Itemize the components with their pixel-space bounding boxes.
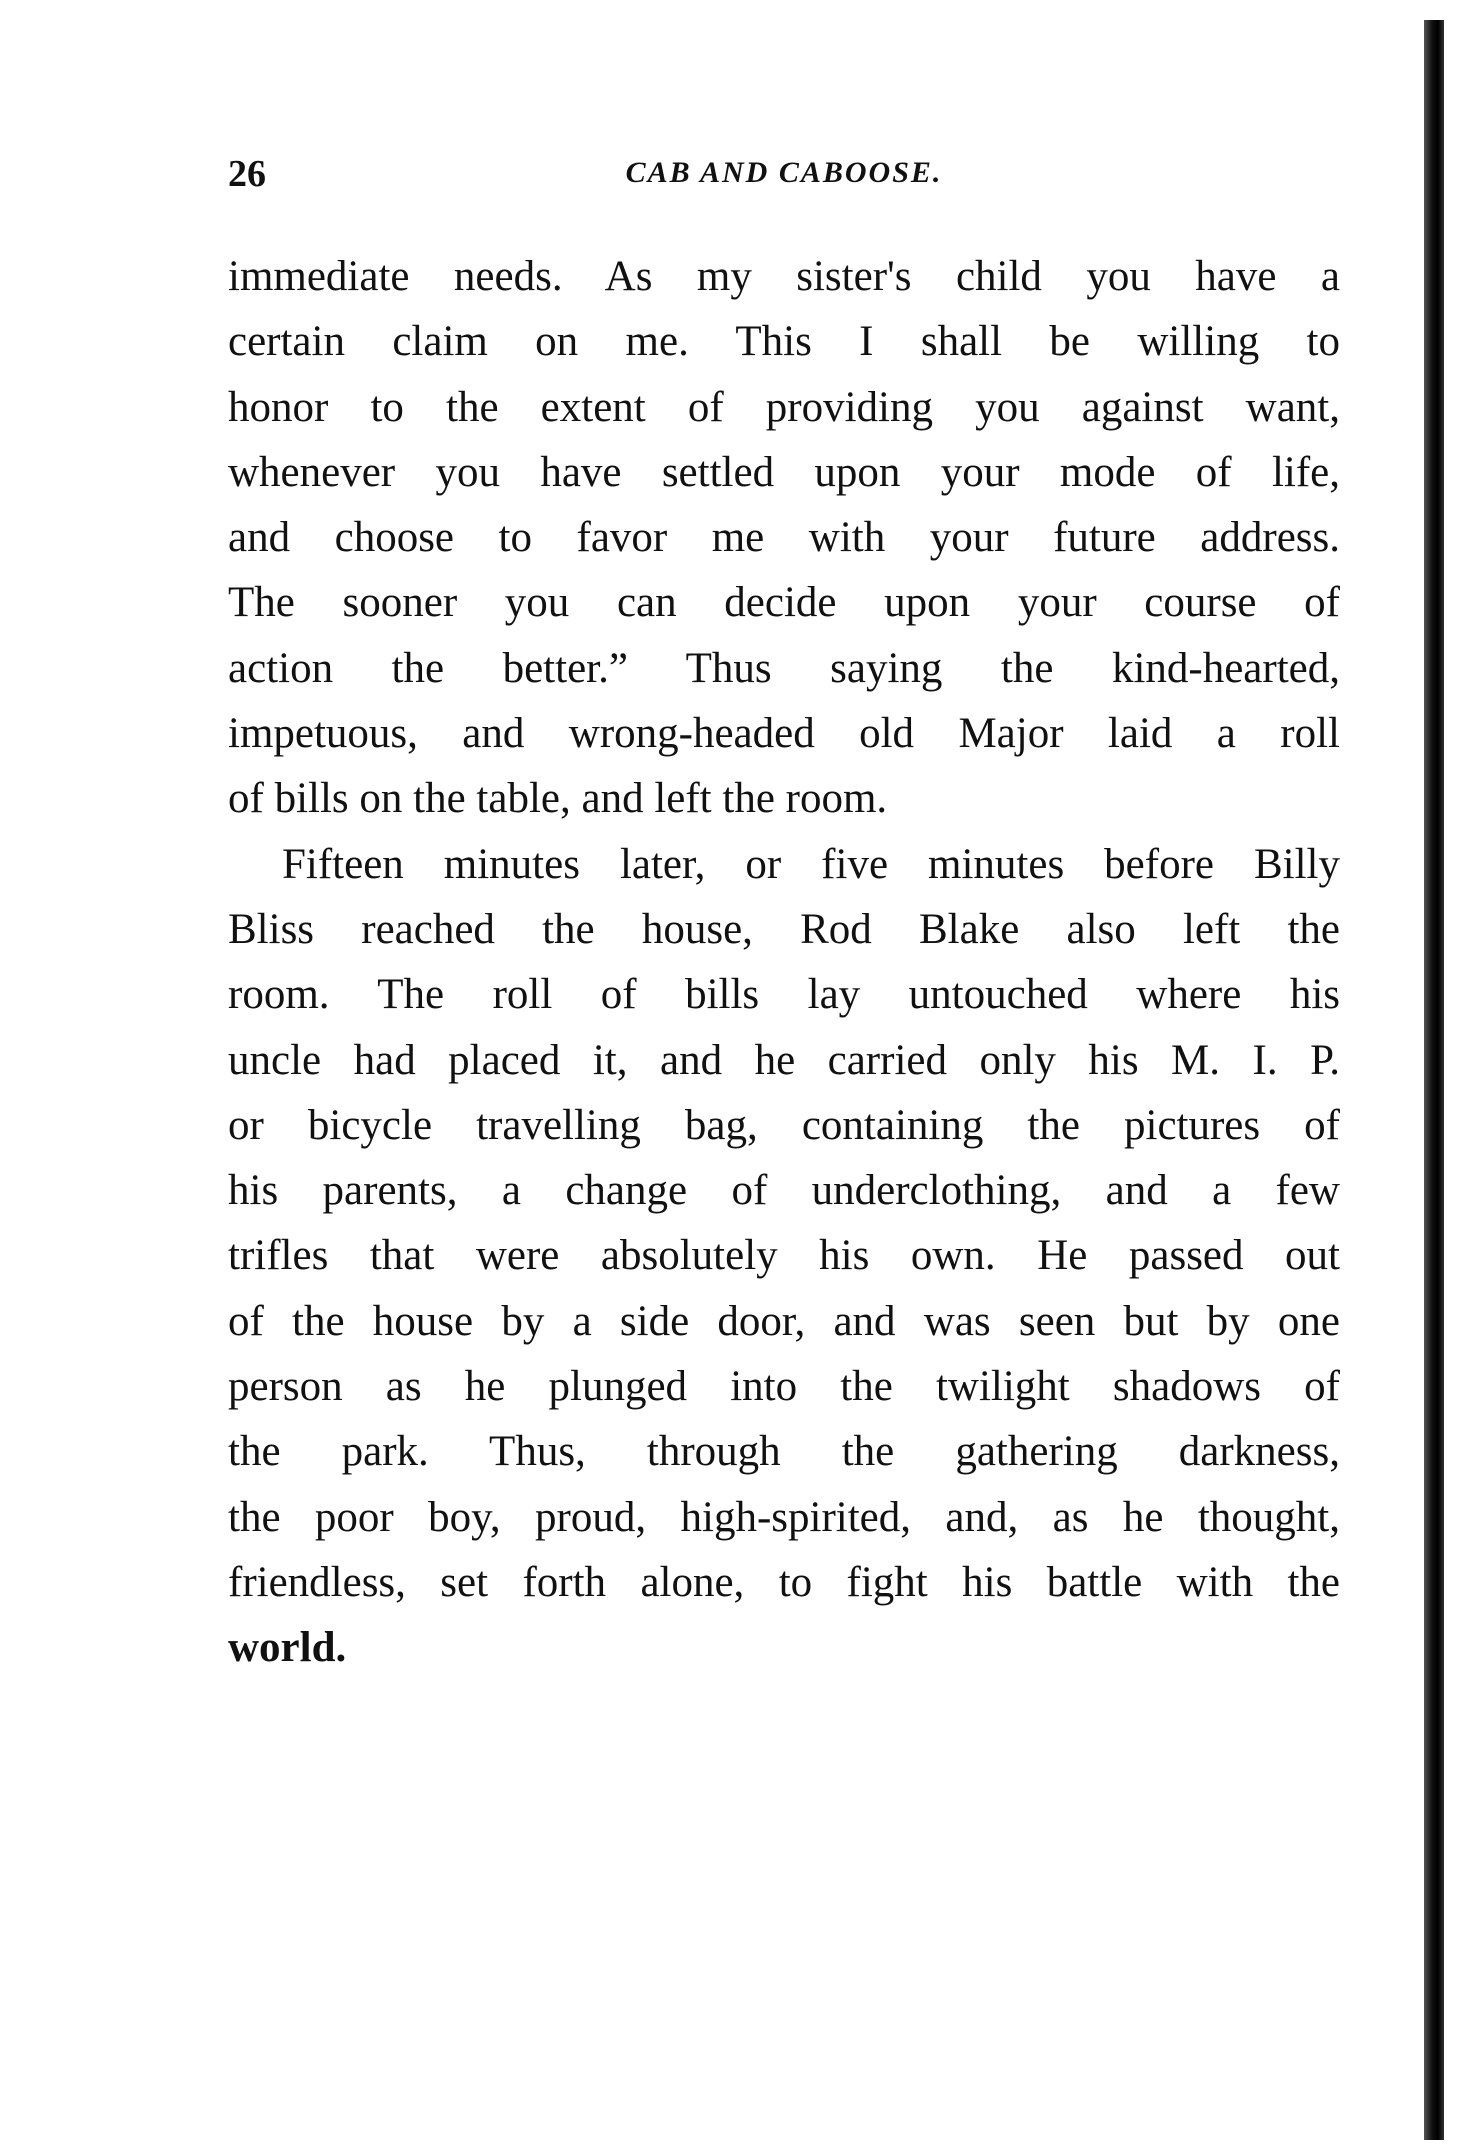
text-line: uncle had placed it, and he carried only his M. I. P.	[228, 1036, 1340, 1084]
page-edge-shadow	[1424, 20, 1444, 2140]
text-line: of bills on the table, and left the room.	[228, 775, 888, 823]
text-line: world.	[228, 1624, 347, 1672]
text-line: and choose to favor me with your future address.	[228, 514, 1340, 562]
text-line: room. The roll of bills lay untouched where his	[228, 971, 1340, 1019]
text-line: honor to the extent of providing you against want,	[228, 383, 1340, 431]
text-line: or bicycle travelling bag, containing the pictures of	[228, 1101, 1340, 1149]
text-line: Bliss reached the house, Rod Blake also left the	[228, 905, 1340, 953]
text-line: immediate needs. As my sister's child you have a	[228, 253, 1340, 300]
text-line: person as he plunged into the twilight shadows of	[228, 1363, 1340, 1411]
running-title: CAB AND CABOOSE.	[625, 156, 943, 189]
text-line: of the house by a side door, and was seen but by one	[228, 1297, 1340, 1345]
text-line: The sooner you can decide upon your course of	[228, 579, 1340, 627]
text-line: Fifteen minutes later, or five minutes before Billy	[282, 840, 1340, 888]
page-number: 26	[228, 153, 266, 195]
text-line: impetuous, and wrong-headed old Major laid a roll	[228, 710, 1340, 758]
text-line: friendless, set forth alone, to fight his battle with the	[228, 1558, 1340, 1606]
page-body	[228, 244, 1340, 1681]
text-line: whenever you have settled upon your mode of life,	[228, 448, 1340, 496]
text-line: certain claim on me. This I shall be willing to	[228, 318, 1340, 366]
text-line: the park. Thus, through the gathering darkness,	[228, 1428, 1340, 1476]
text-line: his parents, a change of underclothing, and a few	[228, 1167, 1340, 1215]
running-header	[228, 152, 1340, 202]
text-line: trifles that were absolutely his own. He passed out	[228, 1232, 1340, 1280]
text-line: the poor boy, proud, high-spirited, and, as he thought,	[228, 1493, 1340, 1541]
text-line: action the better.” Thus saying the kind-hearted,	[228, 644, 1340, 692]
